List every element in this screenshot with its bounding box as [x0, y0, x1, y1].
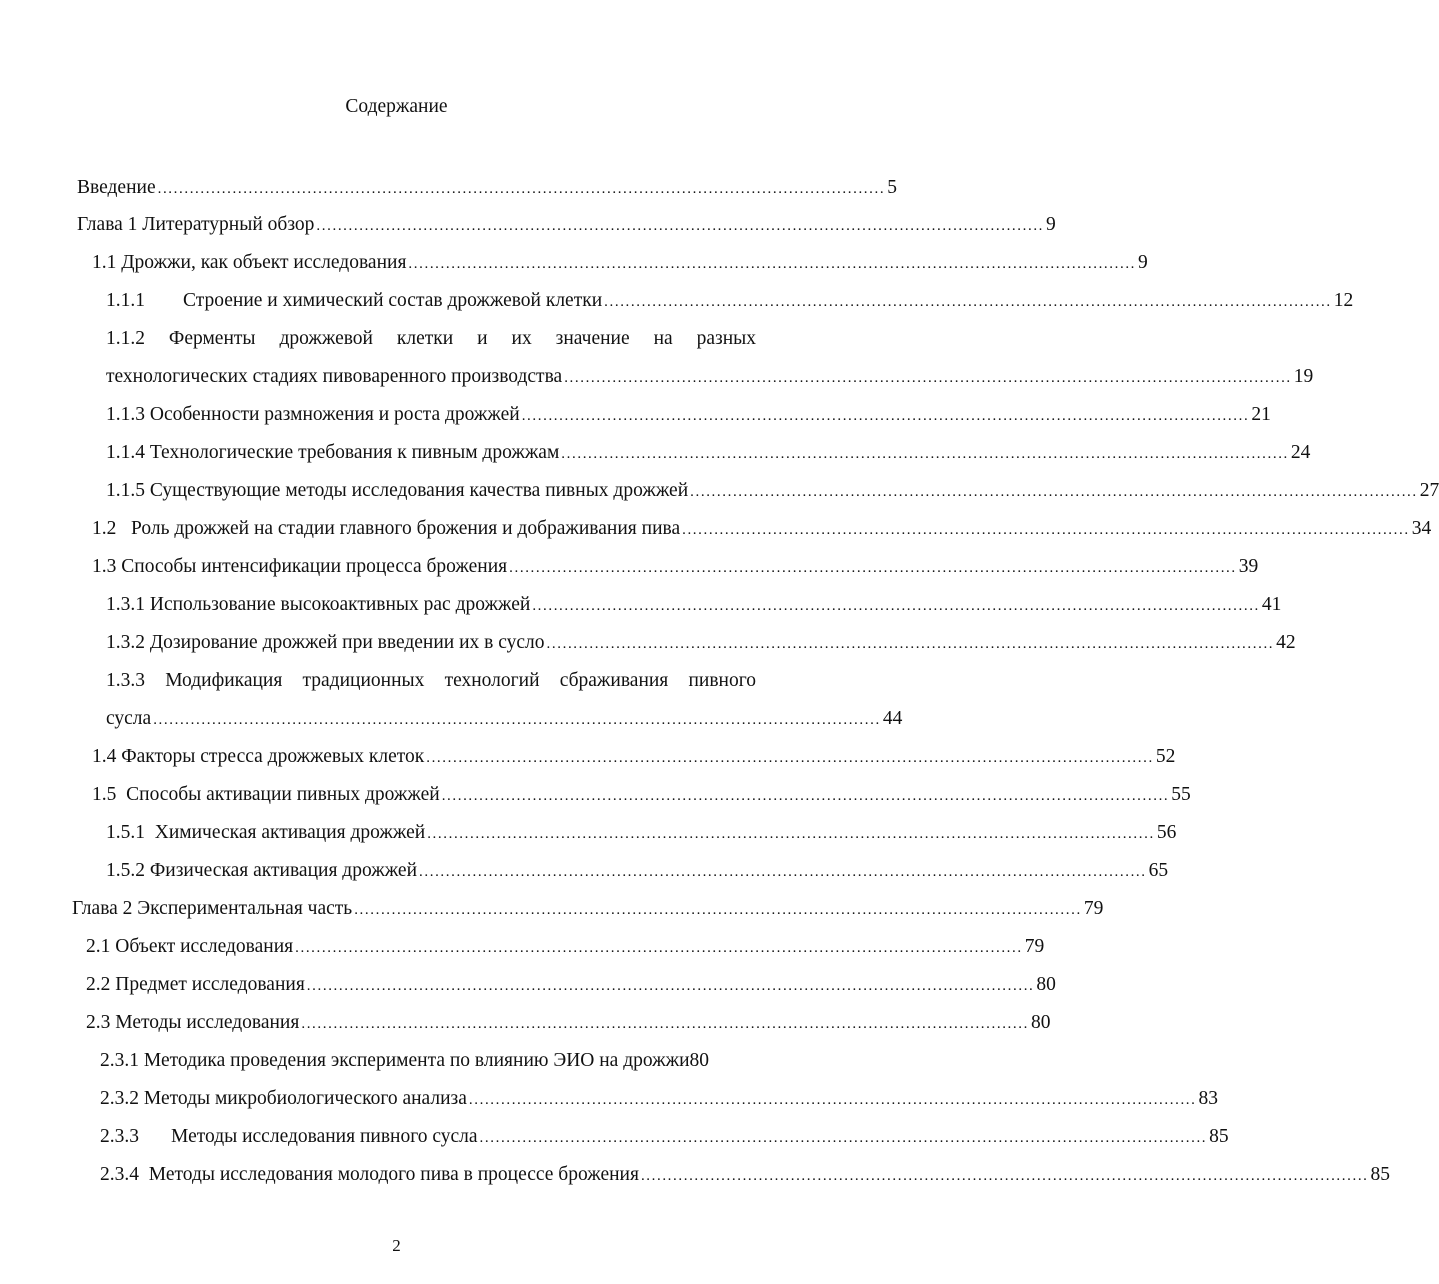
toc-entry-title: 2.3.4 Методы исследования молодого пива в процессе брожения: [100, 1164, 639, 1185]
toc-entry-title: 2.2 Предмет исследования: [86, 974, 305, 995]
page-number: 2: [392, 1236, 401, 1255]
toc-entry-title-line1: 1.1.2 Ферменты дрожжевой клетки и их значение на разных: [106, 328, 756, 349]
toc-entry-number: 1.1.1: [106, 290, 145, 311]
toc-entry[interactable]: сусла ........................................................................................................................................ 44: [106, 708, 903, 729]
toc-entry-number: 2.3.3: [100, 1126, 139, 1147]
toc-entry-page: 85: [1209, 1126, 1229, 1147]
toc-entry-title: 1.1.3 Особенности размножения и роста дрожжей: [106, 404, 520, 425]
toc-entry[interactable]: 1.1.3 Особенности размножения и роста дрожжей ........................................................................................................................................ 21: [106, 404, 1271, 425]
toc-entry-page: 39: [1238, 556, 1259, 577]
toc-entry-title: 1.1.5 Существующие методы исследования качества пивных дрожжей: [106, 480, 689, 501]
toc-entry-page: 79: [1083, 898, 1104, 919]
toc-entry-title: Глава 2 Экспериментальная часть: [72, 898, 353, 919]
toc-entry[interactable]: 1.5 Способы активации пивных дрожжей ........................................................................................................................................ 55: [92, 784, 1191, 805]
toc-entry-title: 1.5.1 Химическая активация дрожжей: [106, 822, 426, 843]
toc-entry[interactable]: Глава 1 Литературный обзор ........................................................................................................................................ 9: [77, 214, 1056, 235]
toc-entry[interactable]: 2.3.3 Методы исследования пивного сусла ........................................................................................................................................ 85: [100, 1126, 1229, 1147]
toc-entry[interactable]: 1.5.2 Физическая активация дрожжей ........................................................................................................................................ 65: [106, 860, 1169, 881]
toc-entry[interactable]: 1.1.1 Строение и химический состав дрожжевой клетки ........................................................................................................................................ 12: [106, 290, 1354, 311]
toc-entry-page: 56: [1156, 822, 1177, 843]
toc-entry-page: 65: [1148, 860, 1169, 881]
toc-entry[interactable]: Введение ........................................................................................................................................ 5: [77, 177, 897, 198]
toc-entry-title: Методы исследования пивного сусла: [171, 1126, 478, 1147]
toc-entry-title: 1.3.1 Использование высокоактивных рас дрожжей: [106, 594, 531, 615]
toc-entry-page: 27: [1419, 480, 1439, 501]
toc-entry-title: 1.3.2 Дозирование дрожжей при введении их в сусло: [106, 632, 545, 653]
toc-entry-page: 19: [1293, 366, 1314, 387]
page-title: Содержание: [345, 96, 448, 117]
toc-entry[interactable]: 1.1.4 Технологические требования к пивным дрожжам ........................................................................................................................................ 24: [106, 442, 1311, 463]
toc-entry-title: 1.4 Факторы стресса дрожжевых клеток: [92, 746, 425, 767]
toc-entry[interactable]: 2.3 Методы исследования ........................................................................................................................................ 80: [86, 1012, 1051, 1033]
toc-entry-page: 9: [1046, 214, 1056, 235]
toc-entry[interactable]: 1.4 Факторы стресса дрожжевых клеток ........................................................................................................................................ 52: [92, 746, 1176, 767]
toc-entry[interactable]: 1.2 Роль дрожжей на стадии главного брожения и дображивания пива ........................................................................................................................................ 34: [92, 518, 1432, 539]
toc-entry-title: Строение и химический состав дрожжевой клетки: [183, 290, 603, 311]
toc-entry[interactable]: [100, 1041, 752, 1073]
toc-entry-page: 12: [1333, 290, 1354, 311]
toc-entry-first-line[interactable]: [106, 319, 756, 351]
toc-entry-page: 9: [1138, 252, 1148, 273]
toc-entry-title: сусла: [106, 708, 152, 729]
toc-entry-first-line[interactable]: [106, 661, 756, 693]
toc-entry-title: 2.3 Методы исследования: [86, 1012, 300, 1033]
toc-entry[interactable]: 2.3.2 Методы микробиологического анализа ........................................................................................................................................ 83: [100, 1088, 1219, 1109]
toc-entry-page: 41: [1261, 594, 1282, 615]
toc-entry-title: 1.5 Способы активации пивных дрожжей: [92, 784, 440, 805]
toc-entry-page: 79: [1024, 936, 1045, 957]
toc-entry-page: 52: [1155, 746, 1176, 767]
toc-entry[interactable]: Глава 2 Экспериментальная часть ........................................................................................................................................ 79: [72, 898, 1104, 919]
toc-entry-title: 2.3.1 Методика проведения эксперимента по влиянию ЭИО на дрожжи: [100, 1050, 690, 1071]
toc-entry-title: 2.1 Объект исследования: [86, 936, 294, 957]
toc-entry-title: технологических стадиях пивоваренного производства: [106, 366, 563, 387]
toc-entry-page: 42: [1276, 632, 1296, 653]
toc-entry-title: Глава 1 Литературный обзор: [77, 214, 315, 235]
toc-entry-title: Введение: [77, 177, 156, 198]
toc-entry[interactable]: 1.3 Способы интенсификации процесса брожения ........................................................................................................................................ 39: [92, 556, 1259, 577]
toc-entry-page: 85: [1370, 1164, 1391, 1185]
toc-entry-title: 1.5.2 Физическая активация дрожжей: [106, 860, 418, 881]
toc-entry-page: 80: [1030, 1012, 1051, 1033]
toc-entry[interactable]: 2.2 Предмет исследования ........................................................................................................................................ 80: [86, 974, 1056, 995]
toc-entry-page: 80: [689, 1050, 710, 1071]
toc-entry-page: 24: [1290, 442, 1311, 463]
toc-entry-page: 83: [1198, 1088, 1219, 1109]
toc-entry[interactable]: 1.3.2 Дозирование дрожжей при введении их в сусло ........................................................................................................................................ 42: [106, 632, 1296, 653]
toc-entry-title-line1: 1.3.3 Модификация традиционных технологий сбраживания пивного: [106, 670, 756, 691]
toc-entry[interactable]: технологических стадиях пивоваренного производства ........................................................................................................................................ 19: [106, 366, 1314, 387]
toc-entry[interactable]: 1.1 Дрожжи, как объект исследования ........................................................................................................................................ 9: [92, 252, 1148, 273]
toc-entry[interactable]: 1.1.5 Существующие методы исследования качества пивных дрожжей ........................................................................................................................................ 27: [106, 480, 1439, 501]
toc-entry-page: 21: [1251, 404, 1271, 425]
toc-entry-title: 1.1.4 Технологические требования к пивным дрожжам: [106, 442, 560, 463]
toc-entry-page: 44: [882, 708, 903, 729]
toc-entry-page: 34: [1411, 518, 1432, 539]
toc-entry[interactable]: 2.3.4 Методы исследования молодого пива в процессе брожения ........................................................................................................................................ 85: [100, 1164, 1391, 1185]
toc-entry-title: 1.1 Дрожжи, как объект исследования: [92, 252, 407, 273]
toc-entry[interactable]: 1.3.1 Использование высокоактивных рас дрожжей ........................................................................................................................................ 41: [106, 594, 1282, 615]
toc-entry-page: 55: [1171, 784, 1191, 805]
toc-entry[interactable]: 2.1 Объект исследования ........................................................................................................................................ 79: [86, 936, 1045, 957]
toc-entry-title: 1.2 Роль дрожжей на стадии главного брожения и дображивания пива: [92, 518, 681, 539]
toc-entry-title: 2.3.2 Методы микробиологического анализа: [100, 1088, 467, 1109]
toc-entry[interactable]: 1.5.1 Химическая активация дрожжей ........................................................................................................................................ 56: [106, 822, 1177, 843]
toc-entry-title: 1.3 Способы интенсификации процесса брожения: [92, 556, 508, 577]
toc-entry-page: 5: [887, 177, 897, 198]
toc-entry-page: 80: [1036, 974, 1056, 995]
